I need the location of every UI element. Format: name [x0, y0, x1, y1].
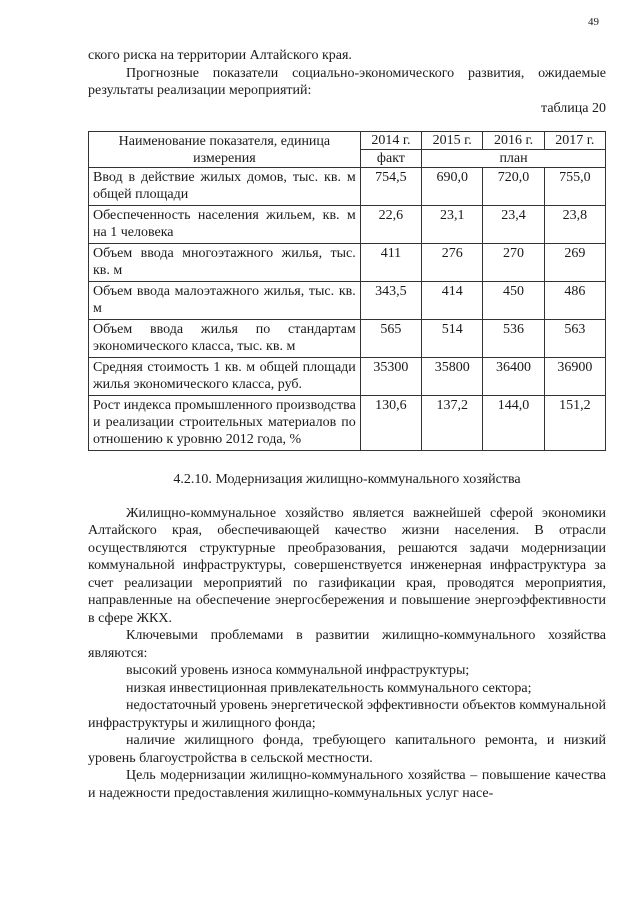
indicator-value-cell: 269: [544, 244, 605, 282]
header-year-2016: 2016 г.: [483, 132, 544, 150]
table-row: [89, 358, 606, 396]
indicator-value-cell: 414: [422, 282, 483, 320]
indicator-value-cell: 563: [544, 320, 605, 358]
indicator-value-cell: 486: [544, 282, 605, 320]
indicator-name-cell: Ввод в действие жилых домов, тыс. кв. м общей площади: [89, 168, 361, 206]
indicator-value-cell: 720,0: [483, 168, 544, 206]
section-paragraph: Ключевыми проблемами в развитии жилищно-коммунального хозяйства являются:: [88, 628, 606, 661]
indicator-name-cell: Объем ввода жилья по стандартам экономического класса, тыс. кв. м: [89, 320, 361, 358]
table-row: [89, 168, 606, 206]
indicator-value-cell: 23,1: [422, 206, 483, 244]
indicator-value-cell: 565: [360, 320, 421, 358]
problem-item: низкая инвестиционная привлекательность коммунального сектора;: [126, 680, 532, 696]
section-paragraph: Цель модернизации жилищно-коммунального хозяйства – повышение качества и надежности предоставления жилищно-коммунальных услуг насе-: [88, 768, 606, 801]
indicator-value-cell: 137,2: [422, 396, 483, 451]
indicator-name-cell: Рост индекса промышленного производства и реализации строительных материалов по отношению к уровню 2012 года, %: [89, 396, 361, 451]
page-number: 49: [588, 16, 599, 28]
indicator-name-cell: Обеспеченность населения жильем, кв. м на 1 человека: [89, 206, 361, 244]
header-year-2015: 2015 г.: [422, 132, 483, 150]
table-header-row: [89, 132, 606, 150]
indicator-value-cell: 690,0: [422, 168, 483, 206]
section-paragraph: Жилищно-коммунальное хозяйство является важнейшей сферой экономики Алтайского края, обеспечивающей качество жизни населения. В отрасли осуществляются структурные преобразования, решаются задачи модернизации коммунальной инфраструктуры, совершенствуется инженерная инфраструктура за счет реализации мероприятий по газификации края, проводятся мероприятия, направленные на обеспечение энергосбережения и повышение энергоэффективности в сфере ЖКХ.: [88, 505, 606, 626]
indicator-value-cell: 36900: [544, 358, 605, 396]
header-fact: факт: [360, 150, 421, 168]
indicator-value-cell: 23,4: [483, 206, 544, 244]
problem-item: недостаточный уровень энергетической эффективности объектов коммунальной инфраструктуры и жилищного фонда;: [88, 698, 606, 731]
indicator-value-cell: 276: [422, 244, 483, 282]
table-row: [89, 282, 606, 320]
indicator-name-cell: Объем ввода многоэтажного жилья, тыс. кв. м: [89, 244, 361, 282]
intro-line: ского риска на территории Алтайского края.: [88, 48, 352, 63]
problem-item: высокий уровень износа коммунальной инфраструктуры;: [126, 663, 470, 678]
section-title: 4.2.10. Модернизация жилищно-коммунального хозяйства: [173, 472, 521, 487]
indicator-value-cell: 536: [483, 320, 544, 358]
indicator-value-cell: 35300: [360, 358, 421, 396]
indicator-value-cell: 35800: [422, 358, 483, 396]
indicator-value-cell: 22,6: [360, 206, 421, 244]
indicator-value-cell: 411: [360, 244, 421, 282]
table-caption: таблица 20: [541, 100, 606, 116]
indicator-value-cell: 514: [422, 320, 483, 358]
indicator-value-cell: 151,2: [544, 396, 605, 451]
table-row: [89, 396, 606, 451]
indicator-value-cell: 270: [483, 244, 544, 282]
indicator-value-cell: 23,8: [544, 206, 605, 244]
table-row: [89, 206, 606, 244]
indicator-value-cell: 343,5: [360, 282, 421, 320]
header-indicator-name: Наименование показателя, единица измерения: [89, 132, 361, 168]
document-body: [88, 47, 606, 802]
header-year-2017: 2017 г.: [544, 132, 605, 150]
indicator-value-cell: 130,6: [360, 396, 421, 451]
problem-item: наличие жилищного фонда, требующего капитального ремонта, и низкий уровень благоустройства в сельской местности.: [88, 733, 606, 766]
indicator-value-cell: 36400: [483, 358, 544, 396]
table-row: [89, 320, 606, 358]
intro-paragraph: Прогнозные показатели социально-экономического развития, ожидаемые результаты реализации мероприятий:: [88, 65, 606, 98]
indicator-value-cell: 450: [483, 282, 544, 320]
indicator-name-cell: Средняя стоимость 1 кв. м общей площади жилья экономического класса, руб.: [89, 358, 361, 396]
indicator-value-cell: 144,0: [483, 396, 544, 451]
indicators-table: [88, 131, 606, 451]
indicator-value-cell: 755,0: [544, 168, 605, 206]
table-row: [89, 244, 606, 282]
indicator-value-cell: 754,5: [360, 168, 421, 206]
header-year-2014: 2014 г.: [360, 132, 421, 150]
table-body: [89, 168, 606, 451]
indicator-name-cell: Объем ввода малоэтажного жилья, тыс. кв. м: [89, 282, 361, 320]
header-plan: план: [422, 150, 606, 168]
